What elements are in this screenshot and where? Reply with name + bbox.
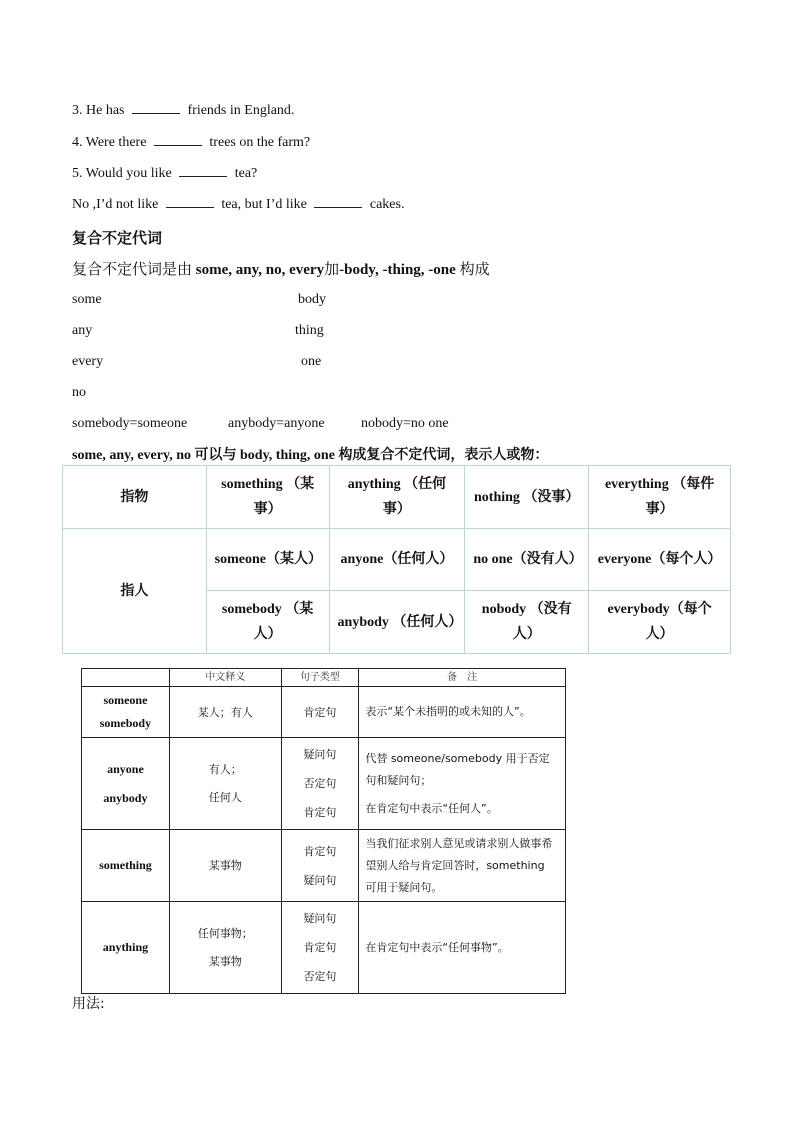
meaning-cell: 某事物 xyxy=(169,830,281,902)
section-title: 复合不定代词 xyxy=(72,229,163,247)
usage-label: 用法: xyxy=(72,996,105,1012)
table-cell: anybody （任何人） xyxy=(329,591,465,654)
combo-prefix-every: every xyxy=(72,354,104,369)
row-label-things: 指物 xyxy=(63,466,207,529)
table-row xyxy=(63,529,731,591)
note-cell: 表示“某个未指明的或未知的人”。 xyxy=(359,687,566,738)
row-label-people: 指人 xyxy=(63,529,207,654)
note-cell: 在肯定句中表示“任何事物”。 xyxy=(359,902,566,994)
table-row xyxy=(63,466,731,529)
table-cell: everyone（每个人） xyxy=(589,529,731,591)
table-header: 句子类型 xyxy=(281,669,359,687)
combo-prefix-some: some xyxy=(72,292,102,307)
equivalence-nobody: nobody=no one xyxy=(361,416,449,431)
note-cell: 代替 someone/somebody 用于否定句和疑问句； 在肯定句中表示“任何人”。 xyxy=(359,738,566,830)
table-header xyxy=(82,669,170,687)
word-cell: something xyxy=(82,830,170,902)
meaning-cell: 某人；有人 xyxy=(169,687,281,738)
meaning-cell: 有人； 任何人 xyxy=(169,738,281,830)
answer-blank[interactable] xyxy=(166,207,214,208)
combo-suffix-one: one xyxy=(301,354,322,369)
equivalence-somebody: somebody=someone xyxy=(72,416,188,431)
table-row xyxy=(82,738,566,830)
table-cell: someone（某人） xyxy=(206,529,329,591)
exercise-4: 4. Were there trees on the farm? xyxy=(72,135,311,150)
equivalence-anybody: anybody=anyone xyxy=(228,416,325,431)
table-cell: nothing （没事） xyxy=(465,466,589,529)
table-cell: anything （任何事） xyxy=(329,466,465,529)
intro-line: 复合不定代词是由 some, any, no, every加-body, -thing, -one 构成 xyxy=(72,262,490,278)
table-cell: no one（没有人） xyxy=(465,529,589,591)
table-cell: everything （每件事） xyxy=(589,466,731,529)
table-cell: everybody（每个人） xyxy=(589,591,731,654)
combo-prefix-any: any xyxy=(72,323,93,338)
meaning-cell: 任何事物； 某事物 xyxy=(169,902,281,994)
exercise-5: 5. Would you like tea? xyxy=(72,166,258,181)
rule-line: some, any, every, no 可以与 body, thing, one 构成复合不定代词，表示人或物： xyxy=(72,447,549,463)
exercise-3: 3. He has friends in England. xyxy=(72,103,295,118)
compound-pronoun-table xyxy=(62,465,731,654)
table-cell: something （某事） xyxy=(206,466,329,529)
answer-blank[interactable] xyxy=(132,113,180,114)
table-row xyxy=(82,902,566,994)
answer-blank[interactable] xyxy=(179,176,227,177)
type-cell: 肯定句 疑问句 xyxy=(281,830,359,902)
table-row xyxy=(82,687,566,738)
type-cell: 疑问句 否定句 肯定句 xyxy=(281,738,359,830)
combo-suffix-thing: thing xyxy=(295,323,324,338)
answer-blank[interactable] xyxy=(154,145,202,146)
exercise-5-reply: No ,I’d not like tea, but I’d like cakes. xyxy=(72,197,405,212)
table-header: 中文释义 xyxy=(169,669,281,687)
table-header-row xyxy=(82,669,566,687)
combo-suffix-body: body xyxy=(298,292,326,307)
answer-blank[interactable] xyxy=(314,207,362,208)
table-cell: anyone（任何人） xyxy=(329,529,465,591)
note-cell: 当我们征求别人意见或请求别人做事希望别人给与肯定回答时，something 可用于疑问句。 xyxy=(359,830,566,902)
usage-table xyxy=(81,668,566,994)
word-cell: anyone anybody xyxy=(82,738,170,830)
table-header: 备 注 xyxy=(359,669,566,687)
type-cell: 肯定句 xyxy=(281,687,359,738)
table-row xyxy=(82,830,566,902)
combo-prefix-no: no xyxy=(72,385,86,400)
word-cell: someone somebody xyxy=(82,687,170,738)
table-cell: somebody （某人） xyxy=(206,591,329,654)
table-cell: nobody （没有人） xyxy=(465,591,589,654)
word-cell: anything xyxy=(82,902,170,994)
type-cell: 疑问句 肯定句 否定句 xyxy=(281,902,359,994)
